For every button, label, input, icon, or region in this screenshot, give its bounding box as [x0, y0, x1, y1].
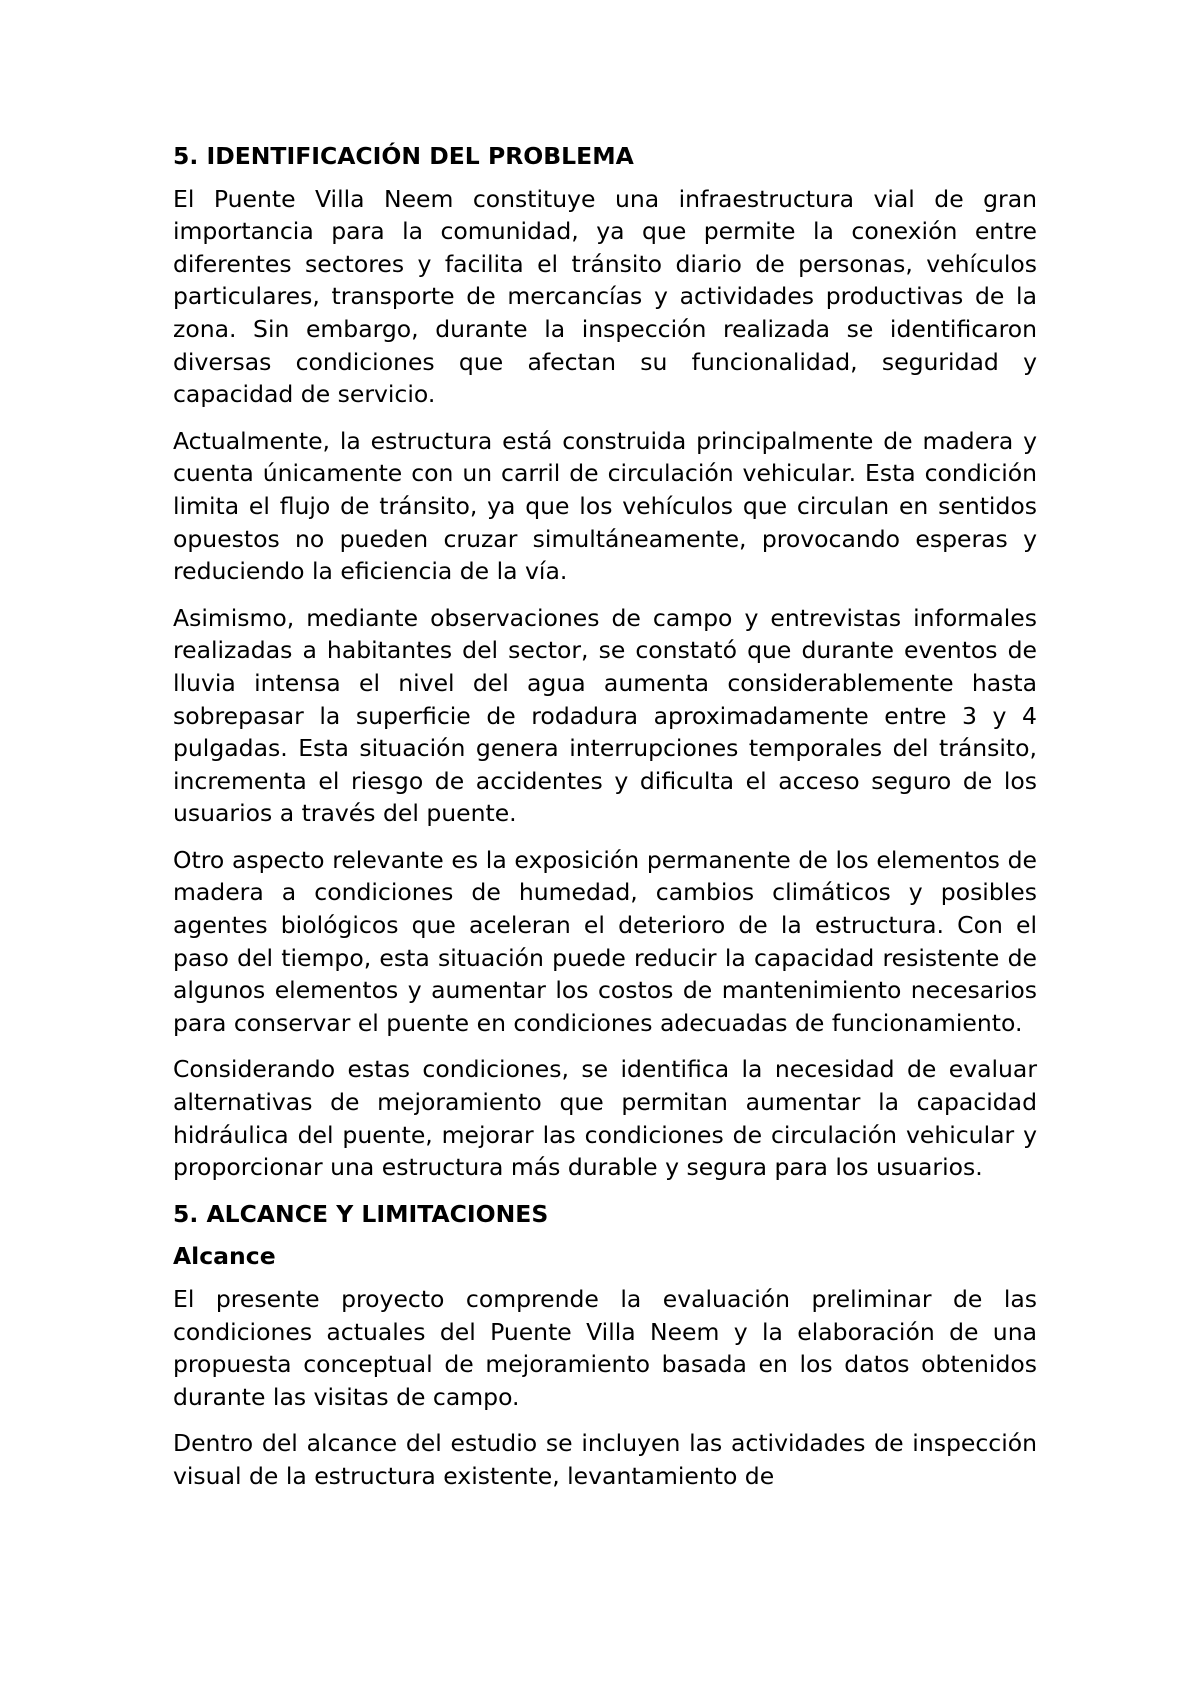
subheading-alcance: Alcance [173, 1242, 276, 1271]
section-heading-scope: 5. ALCANCE Y LIMITACIONES [173, 1199, 549, 1228]
paragraph: Dentro del alcance del estudio se incluyen las actividades de inspección visual de la estructura existente, levantamiento de [173, 1429, 1037, 1490]
section-heading-problem: 5. IDENTIFICACIÓN DEL PROBLEMA [173, 142, 634, 170]
paragraph: Actualmente, la estructura está construida principalmente de madera y cuenta únicamente con un carril de circulación vehicular. Esta condición limita el flujo de tránsito, ya que los vehículos que circulan en sentidos opuestos no pueden cruzar simultáneamente, provocando esperas y reduciendo la eficiencia de la vía. [173, 426, 1037, 586]
document-page [173, 140, 1037, 1492]
paragraph: Otro aspecto relevante es la exposición permanente de los elementos de madera a condiciones de humedad, cambios climáticos y posibles agentes biológicos que aceleran el deterioro de la estructura. Con el paso del tiempo, esta situación puede reducir la capacidad resistente de algunos elementos y aumentar los costos de mantenimiento necesarios para conservar el puente en condiciones adecuadas de funcionamiento. [173, 845, 1037, 1037]
paragraph: El presente proyecto comprende la evaluación preliminar de las condiciones actuales del Puente Villa Neem y la elaboración de una propuesta conceptual de mejoramiento basada en los datos obtenidos durante las visitas de campo. [173, 1285, 1037, 1411]
paragraph: El Puente Villa Neem constituye una infraestructura vial de gran importancia para la comunidad, ya que permite la conexión entre diferentes sectores y facilita el tránsito diario de personas, vehículos particulares, transporte de mercancías y actividades productivas de la zona. Sin embargo, durante la inspección realizada se identificaron diversas condiciones que afectan su funcionalidad, seguridad y capacidad de servicio. [173, 184, 1037, 409]
paragraph: Considerando estas condiciones, se identifica la necesidad de evaluar alternativas de mejoramiento que permitan aumentar la capacidad hidráulica del puente, mejorar las condiciones de circulación vehicular y proporcionar una estructura más durable y segura para los usuarios. [173, 1055, 1037, 1182]
paragraph: Asimismo, mediante observaciones de campo y entrevistas informales realizadas a habitantes del sector, se constató que durante eventos de lluvia intensa el nivel del agua aumenta considerablemente hasta sobrepasar la superficie de rodadura aproximadamente entre 3 y 4 pulgadas. Esta situación genera interrupciones temporales del tránsito, incrementa el riesgo de accidentes y dificulta el acceso seguro de los usuarios a través del puente. [173, 603, 1037, 828]
